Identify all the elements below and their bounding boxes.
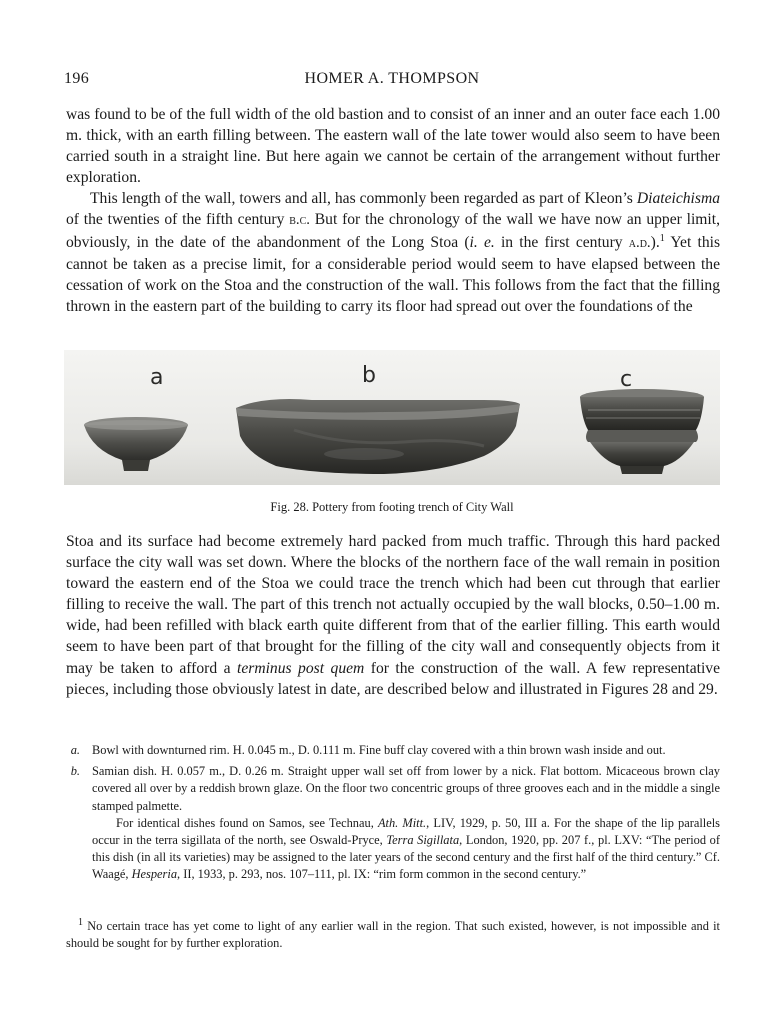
running-header (64, 70, 720, 90)
text-run: This length of the wall, towers and all, has commonly been regarded as part of Kleon’s (90, 190, 637, 208)
catalog-item-a (66, 742, 720, 759)
text-run: of the twenties of the fifth century (66, 211, 290, 229)
text-run: in the first century (494, 233, 629, 251)
catalog-comment (92, 815, 720, 884)
text-run: ). (650, 233, 660, 251)
text-run: For identical dishes found on Samos, see Technau, (116, 815, 378, 830)
catalog-item-b (66, 763, 720, 883)
figure-caption: Fig. 28. Pottery from footing trench of City Wall (270, 500, 514, 514)
vessel-label-c: c (620, 367, 633, 392)
text-run: But for the chronology of the wall we have now an upper limit, obviously, in the date of the abandonment of the Long Stoa ( (66, 211, 720, 251)
footnote-reference[interactable]: 1 (659, 232, 665, 244)
era-abbrev: a.d. (628, 234, 651, 251)
text-run: , II, 1933, p. 293, nos. 107–111, pl. IX: “rim form common in the second century.” (177, 867, 587, 882)
text-block-top (66, 104, 720, 317)
catalog-text: Bowl with downturned rim. H. 0.045 m., D. 0.111 m. Fine buff clay covered with a thin brown wash inside and out. (92, 743, 666, 757)
footnote-mark: 1 (78, 916, 83, 928)
catalog-text: Samian dish. H. 0.057 m., D. 0.26 m. Straight upper wall set off from lower by a nick. Flat bottom. Micaceous brown clay covered all over by a reddish brown glaze. On the floor two concentric groups of three grooves each and in the middle a single stamped palmette. (92, 764, 720, 813)
running-title: HOMER A. THOMPSON (304, 70, 480, 87)
paragraph-1: was found to be of the full width of the old bastion and to consist of an inner and an outer face each 1.00 m. thick, with an earth filling between. The eastern wall of the late tower would also seem to have been carried south in a straight line. But here again we cannot be certain of the arrangement without further exploration. (66, 106, 720, 187)
text-block-bottom (66, 531, 720, 700)
italic-citation: Terra Sigillata (386, 833, 460, 848)
text-run: , LIV, 1929, p. 50, III a. For the shape of the lip parallels occur in the terra sigillata of the north, see Oswald-Pryce, (92, 815, 720, 848)
italic-citation: Hesperia (131, 867, 178, 882)
footnote-1 (66, 918, 720, 953)
catalog-entries (66, 742, 720, 888)
page-number: 196 (64, 70, 90, 87)
footnote-text: No certain trace has yet come to light of any earlier wall in the region. That such existed, however, is not impossible and it should be sought for by further exploration. (66, 919, 720, 951)
text-run: Stoa and its surface had become extremely hard packed from much traffic. Through this hard packed surface the city wall was set down. Where the blocks of the northern face of the wall remain in position toward the eastern end of the Stoa we could trace the trench which had been cut through that earlier filling to receive the wall. The part of this trench not actually occupied by the wall blocks, 0.50–1.00 m. wide, had been refilled with black earth quite different from that of the earlier filling. This earth would seem to have been part of that brought for the filling of the city wall and consequently objects from it may be taken to afford a (66, 533, 720, 677)
figure-28-photo (64, 350, 720, 485)
italic-citation: Ath. Mitt. (377, 815, 427, 830)
pottery-photo (64, 350, 720, 485)
text-run: for the construction of the wall. A few representative pieces, including those obviously latest in date, are described below and illustrated in Figures 28 and 29. (66, 659, 720, 698)
vessel-label-b: b (362, 363, 376, 388)
italic-term: i. e. (469, 233, 495, 251)
catalog-label: b. (70, 764, 80, 779)
paragraph-2 (66, 188, 720, 317)
italic-term: Diateichisma (636, 190, 720, 208)
vessel-label-a: a (150, 365, 164, 390)
text-run: Yet this cannot be taken as a precise limit, for a considerable period would seem to have elapsed between the cessation of work on the Stoa and the construction of the wall. This follows from the fact that the filling thrown in the eastern part of the building to carry its floor had spread out over the foundations of the (66, 233, 721, 315)
catalog-label: a. (70, 743, 80, 757)
italic-term: terminus post quem (237, 659, 365, 677)
text-run: , London, 1920, pp. 207 f., pl. LXV: “The period of this dish (in all its varieties) may be assigned to the later years of the second century and the first half of the third century.” Cf. Waagé, (92, 833, 721, 882)
era-abbrev: b.c. (289, 212, 310, 229)
paragraph-3 (66, 531, 720, 700)
